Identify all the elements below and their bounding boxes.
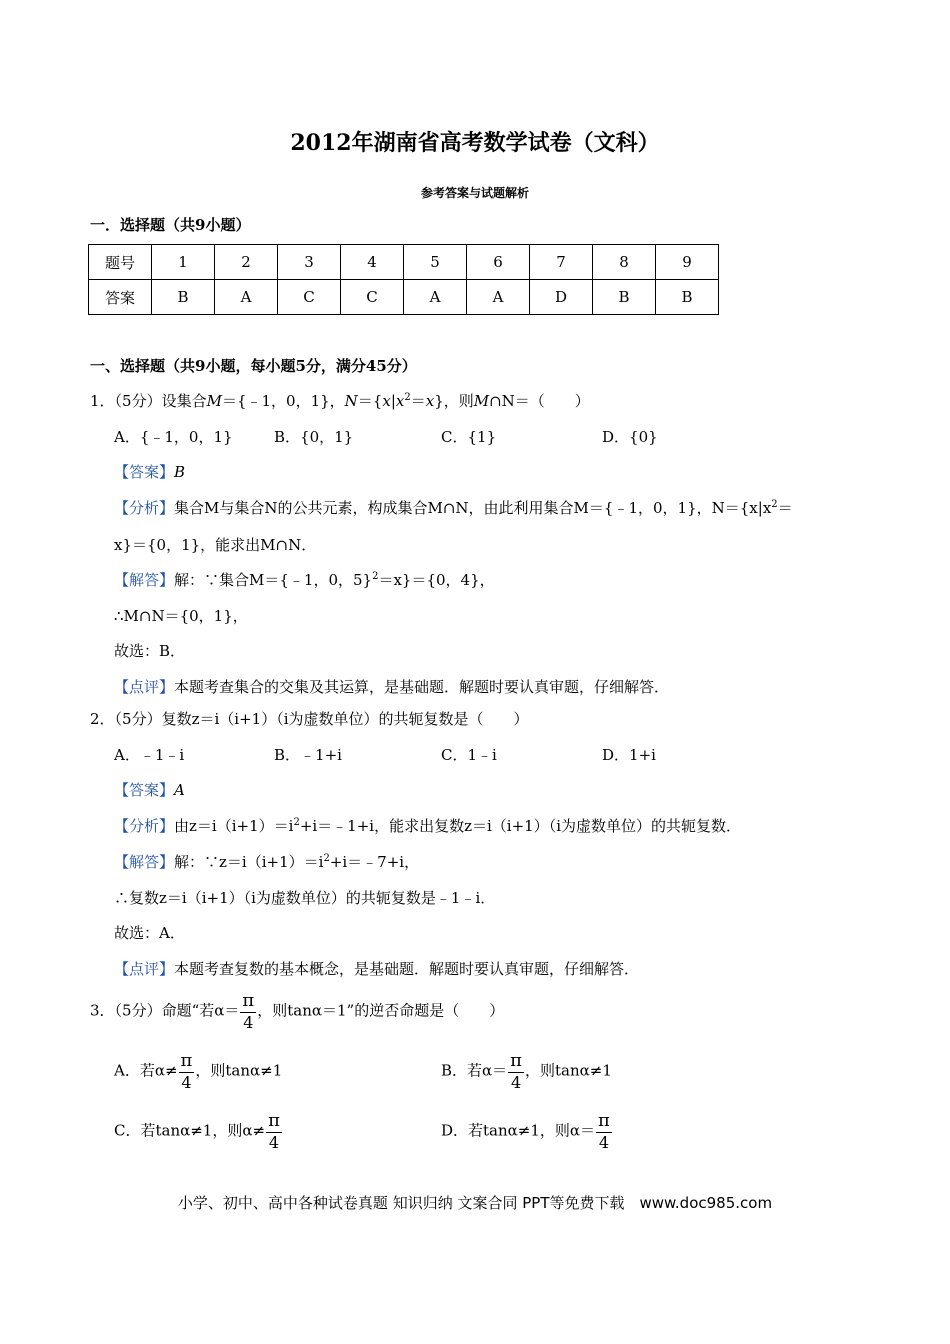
q3-option-d: D．若tanα≠1，则α＝ $\frac{\pi}{4}$ <box>441 1110 610 1152</box>
table-row-answers <box>89 280 719 315</box>
table-cell: 2 <box>215 245 278 280</box>
page-footer: 小学、初中、高中各种试卷真题 知识归纳 文案合同 PPT等免费下载 www.doc985.com <box>177 1194 773 1212</box>
table-cell: 1 <box>152 245 215 280</box>
q2-option-c: C．1﹣i <box>441 746 497 764</box>
q2-option-d: D．1+i <box>602 746 656 764</box>
table-cell: C <box>341 280 404 315</box>
table-cell: A <box>404 280 467 315</box>
table-cell: 8 <box>593 245 656 280</box>
q3-option-b: B．若α＝ $\frac{\pi}{4}$ ，则tanα≠1 <box>441 1050 612 1092</box>
table-header-label: 题号 <box>89 245 152 280</box>
table-cell: 5 <box>404 245 467 280</box>
page-subtitle: 参考答案与试题解析 <box>420 186 529 200</box>
section-heading-answers: 一．选择题（共9小题） <box>90 216 251 234</box>
fraction-pi-over-4: $\frac{\pi}{4}$ <box>242 990 255 1032</box>
table-cell: D <box>530 280 593 315</box>
table-cell: A <box>467 280 530 315</box>
q1-solution-choice: 故选：B． <box>114 642 186 660</box>
table-cell: 4 <box>341 245 404 280</box>
table-cell: 3 <box>278 245 341 280</box>
table-cell: B <box>656 280 719 315</box>
q1-option-a: A．{﹣1，0，1} <box>114 428 233 446</box>
question-3-stem: 3．（5分）命题“若α＝ $\frac{\pi}{4}$ ，则tanα＝1”的逆否命题是（ ） <box>90 990 505 1032</box>
table-cell: 7 <box>530 245 593 280</box>
section-heading-questions: 一、选择题（共9小题，每小题5分，满分45分） <box>90 357 417 375</box>
q3-option-c: C．若tanα≠1，则α≠ $\frac{\pi}{4}$ <box>114 1110 280 1152</box>
table-cell: 6 <box>467 245 530 280</box>
table-cell: A <box>215 280 278 315</box>
q2-comment: 【点评】本题考查复数的基本概念，是基础题．解题时要认真审题，仔细解答． <box>114 960 640 978</box>
table-cell: 9 <box>656 245 719 280</box>
q2-option-b: B．﹣1+i <box>274 746 342 764</box>
q2-solution-choice: 故选：A． <box>114 924 185 942</box>
table-cell: C <box>278 280 341 315</box>
question-2-stem: 2．（5分）复数z＝i（i+1）（i为虚数单位）的共轭复数是（ ） <box>90 710 529 728</box>
q1-answer: 【答案】B <box>114 463 186 481</box>
answer-table <box>88 244 719 315</box>
page-title: 2012年湖南省高考数学试卷（文科） <box>290 130 660 156</box>
q1-option-c: C．{1} <box>441 428 497 446</box>
table-answer-label: 答案 <box>89 280 152 315</box>
q3-option-a: A．若α≠ $\frac{\pi}{4}$ ，则tanα≠1 <box>114 1050 283 1092</box>
q1-comment: 【点评】本题考查集合的交集及其运算，是基础题．解题时要认真审题，仔细解答． <box>114 678 670 696</box>
q1-analysis: 【分析】集合M与集合N的公共元素，构成集合M∩N，由此利用集合M＝{﹣1，0，1}，$N=\{x|x^2=$ <box>114 499 793 517</box>
question-1-stem: 1．（5分）设集合M＝{﹣1，0，1}，$N=\{x|x^2=x\}$，则M∩N＝（ ） <box>90 392 590 410</box>
q1-solution-line: ∴M∩N＝{0，1}， <box>114 607 248 625</box>
q2-solution-line: ∴复数z＝i（i+1）（i为虚数单位）的共轭复数是﹣1﹣i． <box>114 889 496 907</box>
q1-option-d: D．{0} <box>602 428 658 446</box>
q1-option-b: B．{0，1} <box>274 428 354 446</box>
q1-analysis-cont: x}＝{0，1}，能求出M∩N． <box>114 536 317 554</box>
table-cell: B <box>593 280 656 315</box>
q2-analysis: 【分析】由$z=i(i+1)=i^2+i=﹣1+i$，能求出复数z＝i（i+1）（i为虚数单位）的共轭复数． <box>114 817 741 835</box>
table-cell: B <box>152 280 215 315</box>
q2-option-a: A．﹣1﹣i <box>114 746 185 764</box>
q2-answer: 【答案】A <box>114 781 185 799</box>
q2-solution: 【解答】解：$\because z=i(i+1)=i^2+i=﹣7+i$， <box>114 853 420 871</box>
table-row-numbers <box>89 245 719 280</box>
q1-solution: 【解答】解：∵集合M＝{﹣1，0，5}$^2$＝x}＝{0，4}， <box>114 571 495 589</box>
